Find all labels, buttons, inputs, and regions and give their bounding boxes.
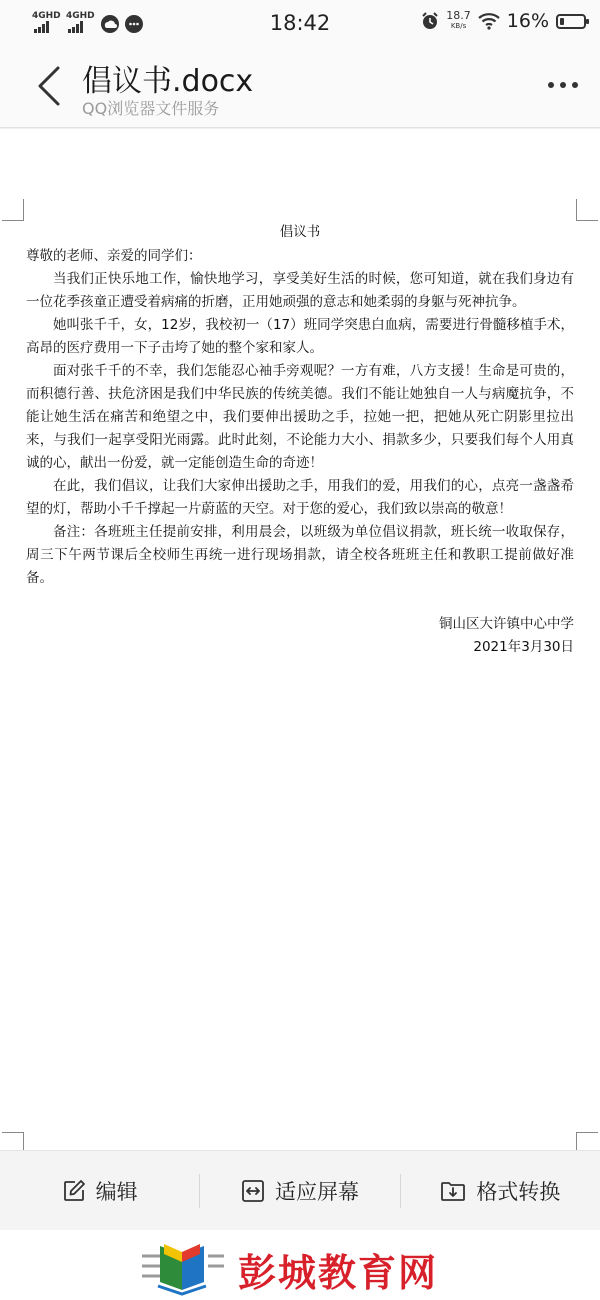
page-corner-mark <box>2 199 24 221</box>
battery-percent: 16% <box>506 10 549 32</box>
back-button[interactable] <box>30 64 70 108</box>
network-speed <box>446 10 471 32</box>
paragraph: 备注：各班班主任提前安排，利用晨会，以班级为单位倡议捐款，班长统一收取保存，周三下午两节课后全校师生再统一进行现场捐款，请全校各班班主任和教职工提前做好准备。 <box>26 524 574 586</box>
signature: 铜山区大许镇中心中学 <box>439 616 574 632</box>
book-logo-icon <box>138 1236 228 1296</box>
paragraph: 在此，我们倡议，让我们大家伸出援助之手，用我们的爱，用我们的心，点亮一盏盏希望的灯，帮助小千千撑起一片蔚蓝的天空。对于您的爱心，我们致以崇高的敬意！ <box>26 478 574 517</box>
document-body <box>26 221 574 659</box>
fit-screen-button[interactable] <box>200 1171 399 1211</box>
fit-screen-icon <box>241 1179 265 1203</box>
paragraph: 当我们正快乐地工作，愉快地学习，享受美好生活的时候，您可知道，就在我们身边有一位花季孩童正遭受着病痛的折磨，正用她顽强的意志和她柔弱的身躯与死神抗争。 <box>26 271 574 310</box>
alarm-icon <box>421 12 439 30</box>
dot-icon <box>572 82 578 88</box>
format-convert-button[interactable] <box>401 1171 600 1211</box>
format-convert-label: 格式转换 <box>476 1179 561 1204</box>
battery-icon <box>556 14 586 29</box>
edit-button[interactable] <box>0 1171 199 1211</box>
watermark-brand: 彭城教育网 <box>238 1251 439 1295</box>
more-options-button[interactable] <box>548 82 578 88</box>
folder-convert-icon <box>440 1179 466 1203</box>
dot-icon <box>560 82 566 88</box>
watermark-footer <box>0 1230 600 1300</box>
clock: 18:42 <box>269 11 331 35</box>
network-speed-unit: KB/s <box>450 22 467 30</box>
bottom-toolbar <box>0 1150 600 1230</box>
date: 2021年3月30日 <box>473 639 574 655</box>
dot-icon <box>548 82 554 88</box>
edit-label: 编辑 <box>95 1179 138 1204</box>
greeting: 尊敬的老师、亲爱的同学们： <box>26 248 202 264</box>
document-source: QQ浏览器文件服务 <box>82 99 220 118</box>
network-indicator-1: 4GHD <box>32 11 61 21</box>
edit-icon <box>62 1179 86 1203</box>
app-header <box>0 48 600 128</box>
document-page[interactable] <box>0 129 600 1150</box>
wifi-icon <box>478 12 500 30</box>
network-speed-value: 18.7 <box>446 9 471 22</box>
document-title: 倡议书.docx <box>82 64 254 99</box>
paragraph: 面对张千千的不幸，我们怎能忍心袖手旁观呢？一方有难，八方支援！生命是可贵的，而积德行善、扶危济困是我们中华民族的传统美德。我们不能让她独自一人与病魔抗争，不能让她生活在痛苦和绝望之中，我们要伸出援助之手，拉她一把，把她从死亡阴影里拉出来，与我们一起享受阳光雨露。此时此刻，不论能力大小、捐款多少，只要我们每个人用真诚的心，献出一份爱，就一定能创造生命的奇迹！ <box>26 363 574 471</box>
network-indicator-2: 4GHD <box>66 11 95 21</box>
paragraph: 她叫张千千，女，12岁，我校初一（17）班同学突患白血病，需要进行骨髓移植手术，高昂的医疗费用一下子击垮了她的整个家和家人。 <box>26 317 574 356</box>
letter-title: 倡议书 <box>279 224 321 240</box>
page-corner-mark <box>576 199 598 221</box>
status-bar <box>0 0 600 48</box>
fit-screen-label: 适应屏幕 <box>274 1179 359 1204</box>
